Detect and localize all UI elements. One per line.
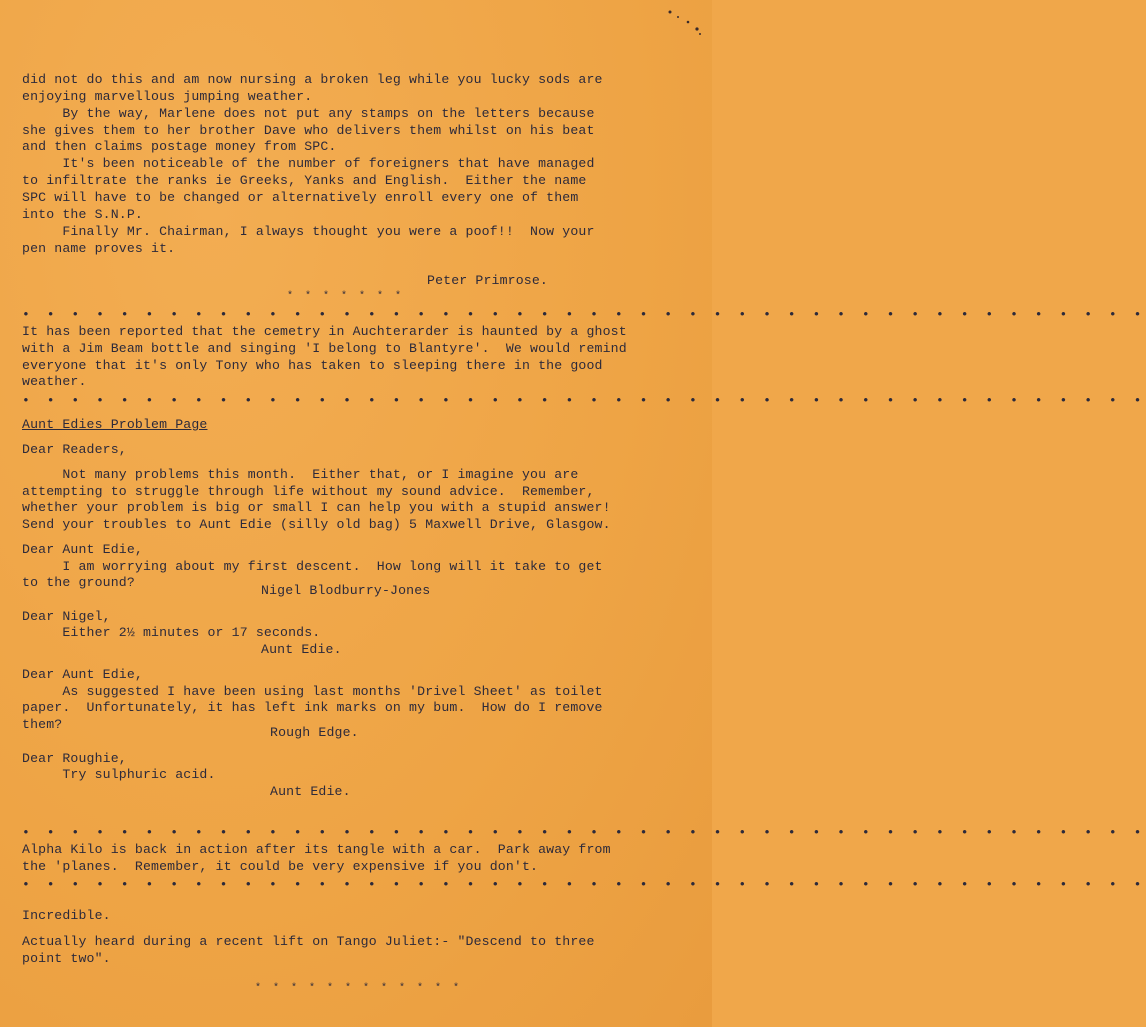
alpha-kilo-line: Alpha Kilo is back in action after its tangle with a car. Park away from: [22, 842, 611, 857]
dotted-divider: • • • • • • • • • • • • • • • • • • • • • • • • • • • • • • • • • • • • • • • • • • • • • •: [22, 877, 1146, 892]
letter-signature: Nigel Blodburry-Jones: [261, 583, 431, 598]
letter-line: enjoying marvellous jumping weather.: [22, 89, 313, 104]
letter-salutation: Dear Aunt Edie,: [22, 667, 143, 682]
letter-body-line: paper. Unfortunately, it has left ink marks on my bum. How do I remove: [22, 700, 603, 715]
reply-salutation: Dear Roughie,: [22, 751, 127, 766]
incredible-line: Actually heard during a recent lift on Tango Juliet:- "Descend to three: [22, 934, 595, 949]
reply-body-line: Try sulphuric acid.: [22, 767, 216, 782]
reply-signature: Aunt Edie.: [261, 642, 342, 657]
problem-intro-line: attempting to struggle through life without my sound advice. Remember,: [22, 484, 595, 499]
incredible-heading: Incredible.: [22, 908, 111, 923]
letter-body-line: I am worrying about my first descent. How long will it take to get: [22, 559, 603, 574]
letter-body-line: As suggested I have been using last months 'Drivel Sheet' as toilet: [22, 684, 603, 699]
alpha-kilo-line: the 'planes. Remember, it could be very expensive if you don't.: [22, 859, 539, 874]
ghost-notice-line: with a Jim Beam bottle and singing 'I belong to Blantyre'. We would remind: [22, 341, 627, 356]
letter-line: did not do this and am now nursing a broken leg while you lucky sods are: [22, 72, 603, 87]
dotted-divider: • • • • • • • • • • • • • • • • • • • • • • • • • • • • • • • • • • • • • • • • • • • • • •: [22, 825, 1146, 840]
letter-line: she gives them to her brother Dave who delivers them whilst on his beat: [22, 123, 595, 138]
letter-salutation: Dear Aunt Edie,: [22, 542, 143, 557]
section-stars: * * * * * * * * * * * *: [255, 983, 463, 994]
dotted-divider: • • • • • • • • • • • • • • • • • • • • • • • • • • • • • • • • • • • • • • • • • • • • • •: [22, 393, 1146, 408]
reply-body-line: Either 2½ minutes or 17 seconds.: [22, 625, 321, 640]
letter-line: By the way, Marlene does not put any stamps on the letters because: [22, 106, 595, 121]
reply-signature: Aunt Edie.: [270, 784, 351, 799]
letter-signature: Rough Edge.: [270, 725, 359, 740]
section-stars: * * * * * * *: [287, 291, 405, 302]
letter-line: to infiltrate the ranks ie Greeks, Yanks and English. Either the name: [22, 173, 587, 188]
letter-body-line: to the ground?: [22, 575, 135, 590]
incredible-line: point two".: [22, 951, 111, 966]
ghost-notice-line: It has been reported that the cemetry in Auchterarder is haunted by a ghost: [22, 324, 627, 339]
dotted-divider: • • • • • • • • • • • • • • • • • • • • • • • • • • • • • • • • • • • • • • • • • • • • • •: [22, 307, 1146, 322]
problem-page-heading: Aunt Edies Problem Page: [22, 417, 208, 432]
letter-line: Finally Mr. Chairman, I always thought you were a poof!! Now your: [22, 224, 595, 239]
problem-intro-line: whether your problem is big or small I can help you with a stupid answer!: [22, 500, 611, 515]
ghost-notice-line: weather.: [22, 374, 87, 389]
letter-body-line: them?: [22, 717, 63, 732]
letter-line: into the S.N.P.: [22, 207, 143, 222]
problem-intro-line: Send your troubles to Aunt Edie (silly old bag) 5 Maxwell Drive, Glasgow.: [22, 517, 611, 532]
reply-salutation: Dear Nigel,: [22, 609, 111, 624]
problem-page-greeting: Dear Readers,: [22, 442, 127, 457]
letter-line: SPC will have to be changed or alternatively enroll every one of them: [22, 190, 579, 205]
letter-line: pen name proves it.: [22, 241, 176, 256]
ghost-notice-line: everyone that it's only Tony who has taken to sleeping there in the good: [22, 358, 603, 373]
corner-ink-mark: [664, 8, 704, 38]
letter-signature: Peter Primrose.: [427, 273, 548, 288]
letter-line: and then claims postage money from SPC.: [22, 139, 337, 154]
problem-intro-line: Not many problems this month. Either that, or I imagine you are: [22, 467, 579, 482]
letter-line: It's been noticeable of the number of foreigners that have managed: [22, 156, 595, 171]
